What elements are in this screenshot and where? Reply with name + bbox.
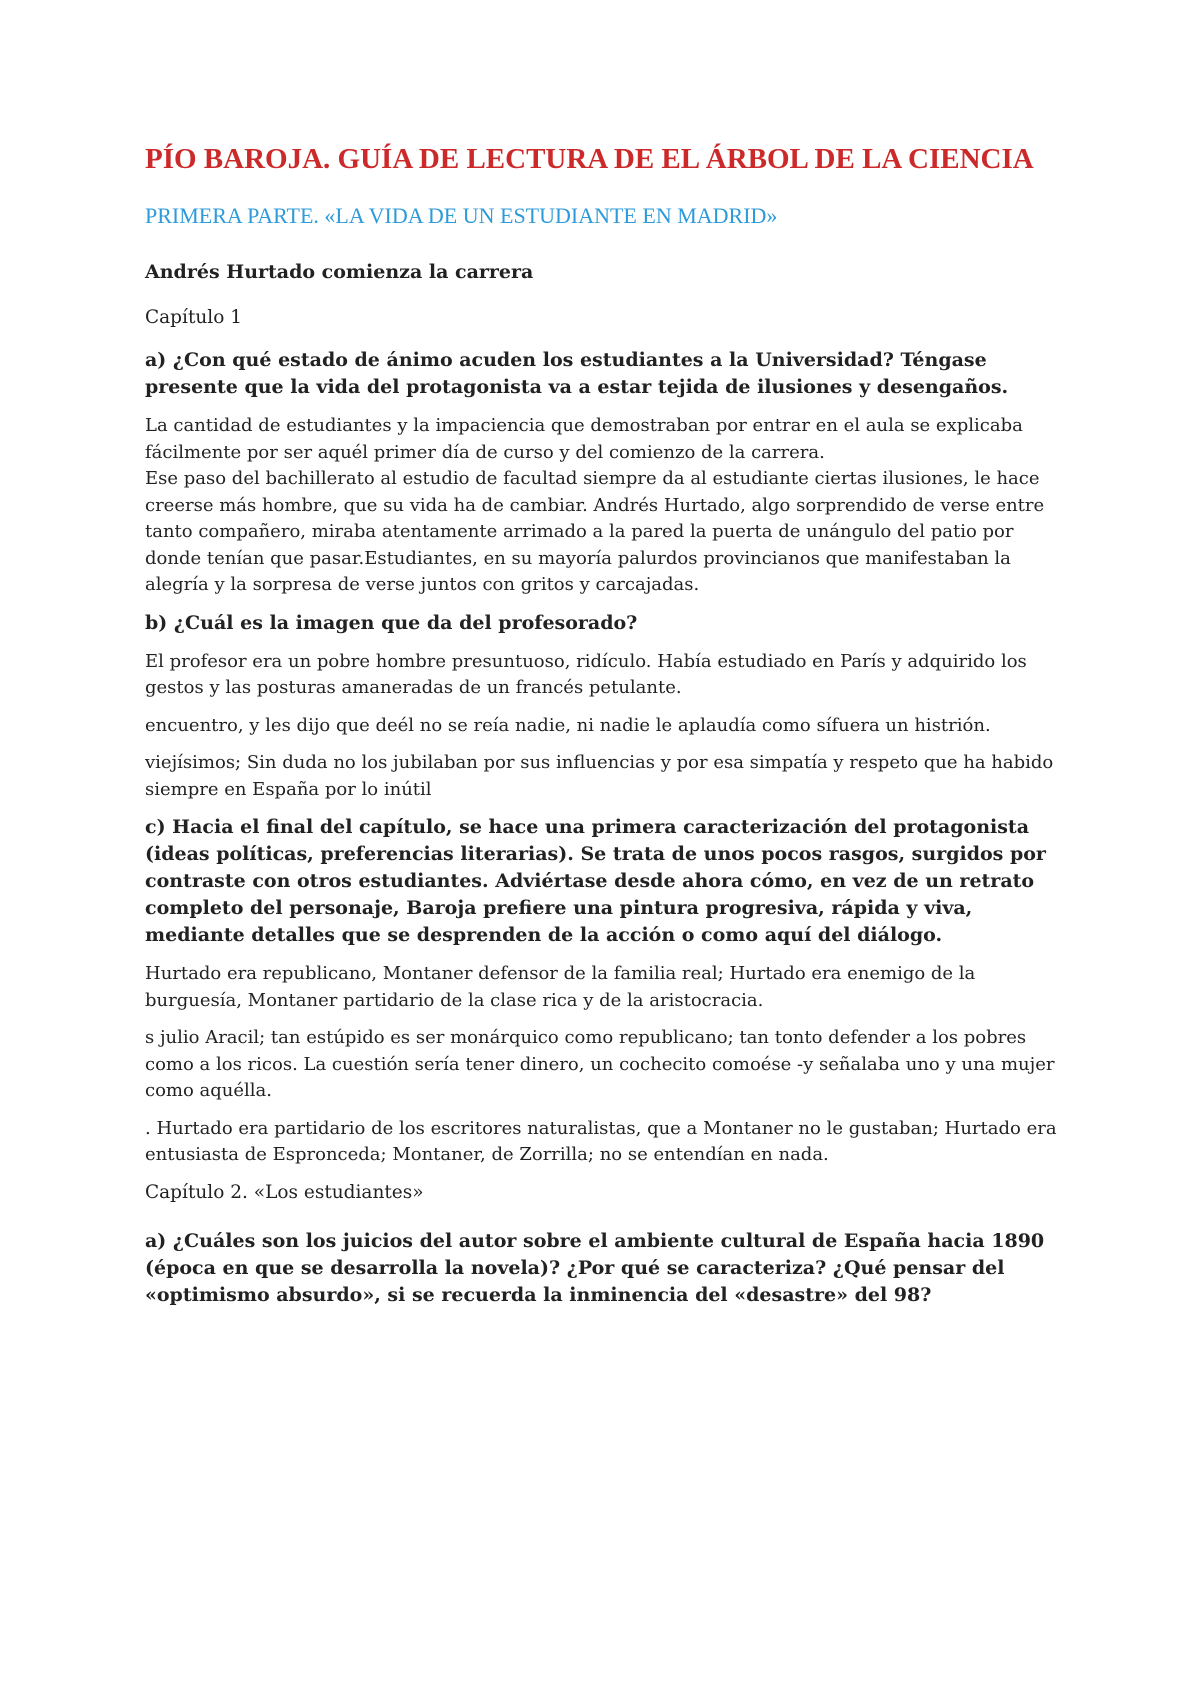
answer-1a-line1: La cantidad de estudiantes y la impaciencia que demostraban por entrar en el aula se explicaba fácilmente por ser aquél primer día de curso y del comienzo de la carrera.	[145, 415, 1023, 463]
answer-1b-para3: viejísimos; Sin duda no los jubilaban por sus influencias y por esa simpatía y respeto que ha habido siempre en España por lo inútil	[145, 752, 1054, 800]
answer-1b-para1: El profesor era un pobre hombre presuntuoso, ridículo. Había estudiado en París y adquirido los gestos y las posturas amaneradas de un francés petulante.	[145, 650, 1027, 698]
chapter-2-label: Capítulo 2. «Los estudiantes»	[145, 1181, 424, 1203]
question-1c: c) Hacia el final del capítulo, se hace una primera caracterización del protagonista (ideas políticas, preferencias literarias). Se trata de unos pocos rasgos, surgidos por contraste con otros estudiantes. Adviértase desde ahora cómo, en vez de un retrato completo del personaje, Baroja prefiere una pintura progresiva, rápida y viva, mediante detalles que se desprenden de la acción o como aquí del diálogo.	[145, 816, 1046, 946]
question-2a: a) ¿Cuáles son los juicios del autor sobre el ambiente cultural de España hacia 1890 (época en que se desarrolla la novela)? ¿Por qué se caracteriza? ¿Qué pensar del «optimismo absurdo», si se recuerda la inminencia del «desastre» del 98?	[145, 1229, 1045, 1306]
answer-1c-para1: Hurtado era republicano, Montaner defensor de la familia real; Hurtado era enemigo de la burguesía, Montaner partidario de la clase rica y de la aristocracia.	[145, 963, 976, 1011]
document-title: PÍO BAROJA. GUÍA DE LECTURA DE EL ÁRBOL DE LA CIENCIA	[145, 143, 1034, 175]
question-1b: b) ¿Cuál es la imagen que da del profesorado?	[145, 611, 638, 634]
answer-1b-para2: encuentro, y les dijo que deél no se reía nadie, ni nadie le aplaudía como sífuera un histrión.	[145, 714, 991, 736]
answer-1a	[145, 413, 1065, 599]
chapter-1-label: Capítulo 1	[145, 307, 242, 328]
answer-1a-line2: Ese paso del bachillerato al estudio de facultad siempre da al estudiante ciertas ilusiones, le hace creerse más hombre, que su vida ha de cambiar. Andrés Hurtado, algo sorprendido de verse entre tanto compañero, miraba atentamente arrimado a la pared la puerta de unángulo del patio por donde tenían que pasar.Estudiantes, en su mayoría palurdos provincianos que manifestaban la alegría y la sorpresa de verse juntos con gritos y carcajadas.	[145, 468, 1045, 595]
answer-1c-para3: . Hurtado era partidario de los escritores naturalistas, que a Montaner no le gustaban; Hurtado era entusiasta de Espronceda; Montaner, de Zorrilla; no se entendían en nada.	[145, 1117, 1057, 1165]
answer-1c-para2: s julio Aracil; tan estúpido es ser monárquico como republicano; tan tonto defender a los pobres como a los ricos. La cuestión sería tener dinero, un cochecito comoése -y señalaba uno y una mujer como aquélla.	[145, 1027, 1055, 1101]
section-heading: Andrés Hurtado comienza la carrera	[145, 261, 534, 283]
document-page	[145, 140, 1065, 1321]
question-1a: a) ¿Con qué estado de ánimo acuden los estudiantes a la Universidad? Téngase presente que la vida del protagonista va a estar tejida de ilusiones y desengaños.	[145, 349, 1009, 398]
part-heading: PRIMERA PARTE. «LA VIDA DE UN ESTUDIANTE EN MADRID»	[145, 203, 778, 228]
